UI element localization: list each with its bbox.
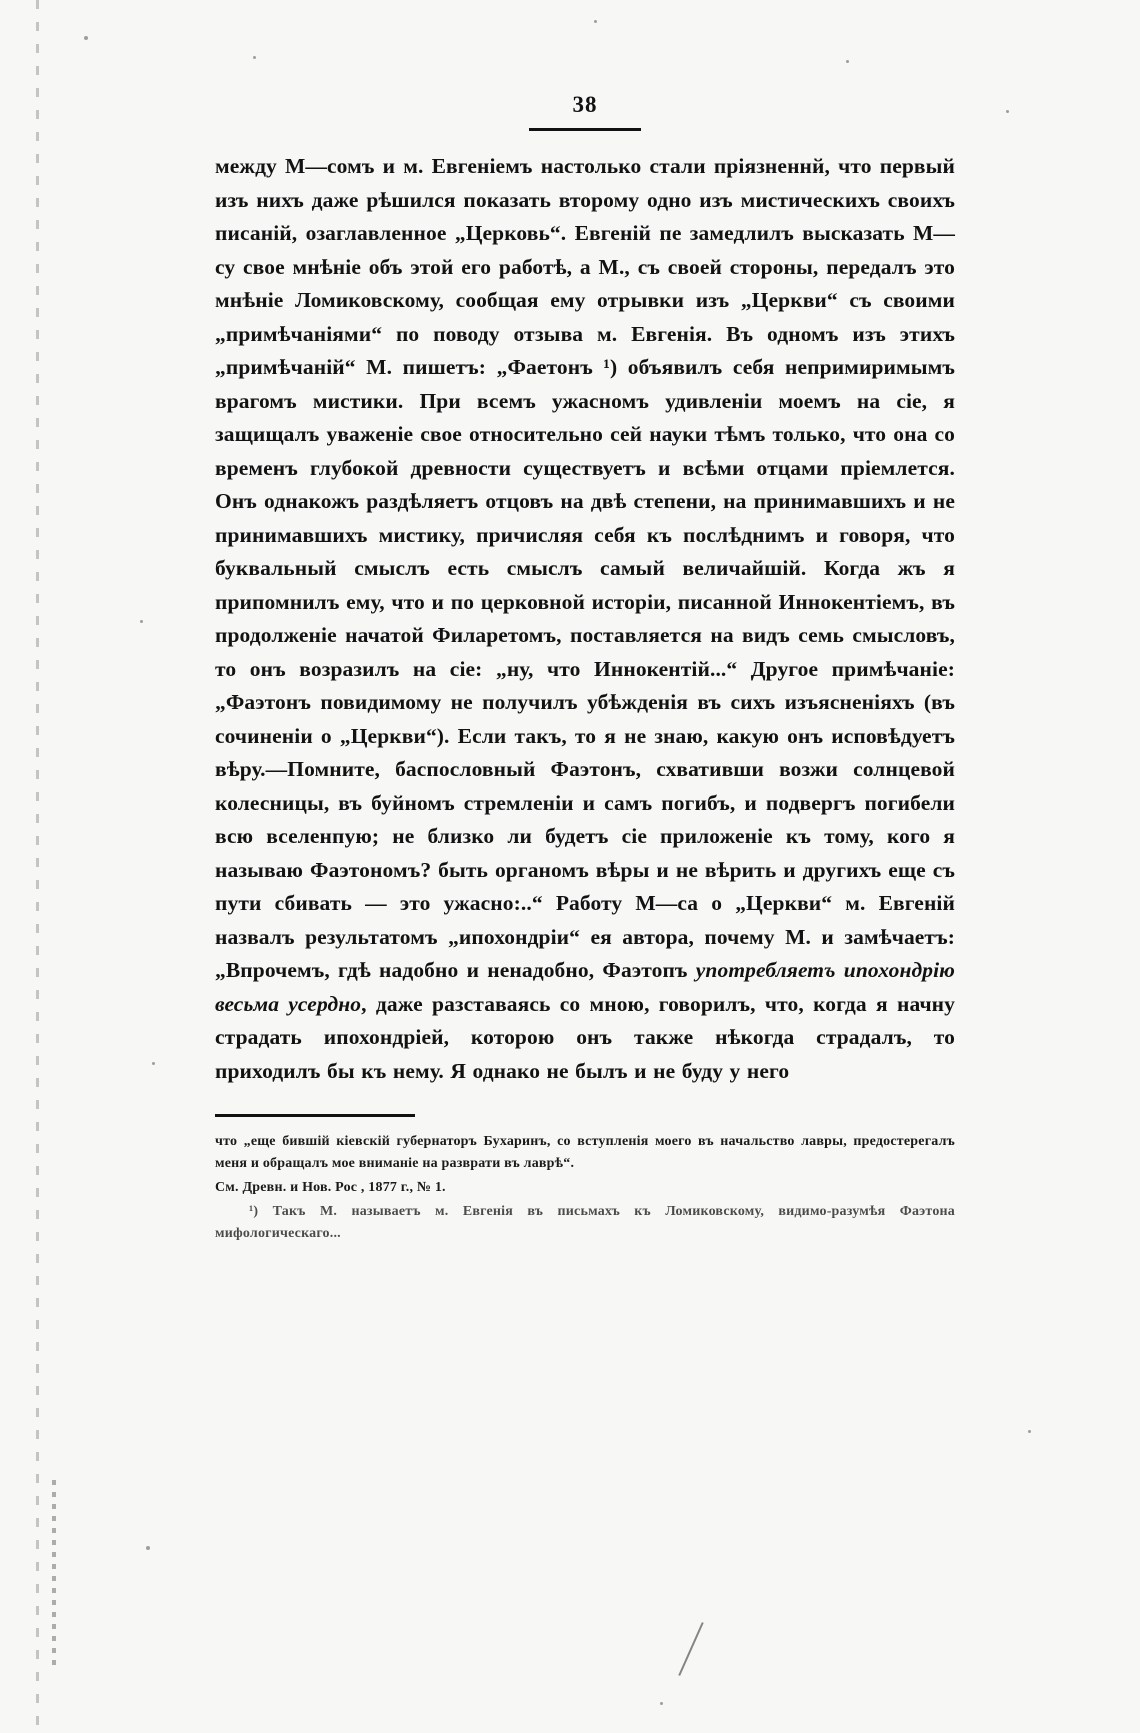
footnote-area: [215, 1131, 955, 1245]
page-binding-edge: [36, 0, 39, 1733]
folio-area: [215, 92, 955, 150]
paragraph-part-2: , даже разставаясь со мною, говорилъ, что, когда я начну страдать ипохондріей, которою онъ также нѣкогда страдалъ, то приходилъ бы къ нему. Я однако не былъ и не буду у него: [215, 991, 956, 1083]
footnote-line-2: См. Древн. и Нов. Рос , 1877 г., № 1.: [215, 1180, 446, 1195]
paragraph-part-1: между М—сомъ и м. Евгеніемъ настолько стали пріязненнй, что первый изъ нихъ даже рѣшился показать второму одно изъ мистическихъ своихъ писаній, озаглавленное „Церковь“. Евгеній пе замедлилъ высказать М—су свое мнѣніе объ этой его работѣ, а М., съ своей стороны, передалъ это мнѣніе Ломиковскому, сообщая ему отрывки изъ „Церкви“ съ своими „примѣчаніями“ по поводу отзыва м. Евгенія. Въ одномъ изъ этихъ „примѣчаній“ М. пишетъ: „Фаетонъ ¹) объявилъ себя непримиримымъ врагомъ мистики. При всемъ ужасномъ удивленіи моемъ на сіе, я защищалъ уваженіе свое относительно сей науки тѣмъ только, что она со временъ глубокой древности существуетъ и всѣми отцами пріемлется. Онъ однакожъ раздѣляетъ отцовъ на двѣ степени, на принимавшихъ и не принимавшихъ мистику, причисляя себя къ послѣднимъ и говоря, что буквальный смыслъ есть смыслъ самый величайшій. Когда жъ я припомнилъ ему, что и по церковной исторіи, писанной Иннокентіемъ, въ продолженіе начатой Филаретомъ, поставляется на видъ семь смысловъ, то онъ возразилъ на сіе: „ну, что Иннокентій...“ Другое примѣчаніе: „Фаэтонъ повидимому не получилъ убѣжденія въ сихъ изъясненіяхъ (въ сочиненіи о „Церкви“). Если такъ, то я не знаю, какую онъ исповѣдуетъ вѣру.—Помните, баспословный Фаэтонъ, схвативши возжи солнцевой колесницы, въ буйномъ стремленіи и самъ погибъ, и подвергъ погибели всю вселенпую; не близко ли будетъ сіе приложеніе къ тому, кого я называю Фаэтономъ? быть органомъ вѣры и не вѣрить и другихъ еще съ пути сбивать — это ужасно:..“ Работу М—са о „Церкви“ м. Евгеній назвалъ результатомъ „ипохондріи“ ея автора, почему М. и замѣчаетъ: „Впрочемъ, гдѣ надобно и ненадобно, Фаэтопъ: [215, 154, 955, 982]
body-text: [215, 150, 955, 1088]
page-content: [215, 92, 955, 1247]
scan-speck: [84, 36, 88, 40]
scan-speck: [140, 620, 143, 623]
scan-speck: [660, 1702, 663, 1705]
scan-speck: [1006, 110, 1009, 113]
scan-speck: [594, 20, 597, 23]
footnote-line-3: ¹) Такъ М. называетъ м. Евгенія въ письмахъ къ Ломиковскому, видимо-разумѣя Фаэтона мифологическаго...: [215, 1204, 955, 1241]
paragraph-italic-part: употребляетъ ипохондрію весьма усердно: [215, 958, 955, 1016]
scan-speck: [1028, 1430, 1031, 1433]
page-number: 38: [572, 92, 598, 117]
page-binding-edge-lower: [52, 1480, 56, 1670]
main-paragraph: [215, 150, 955, 1088]
folio-rule: [529, 128, 641, 131]
scan-speck: [846, 60, 849, 63]
scan-speck: [152, 1062, 155, 1065]
scan-speck: [253, 56, 256, 59]
footnote-line-1: что „еще бившій кіевскій губернаторъ Бухаринъ, со вступленія моего въ начальство лавры, предостерегалъ меня и обращалъ мое вниманіе на разврати въ лаврѣ“.: [215, 1134, 955, 1171]
footnote-separator: [215, 1114, 415, 1117]
scan-streak: [678, 1622, 703, 1676]
scan-speck: [146, 1546, 150, 1550]
